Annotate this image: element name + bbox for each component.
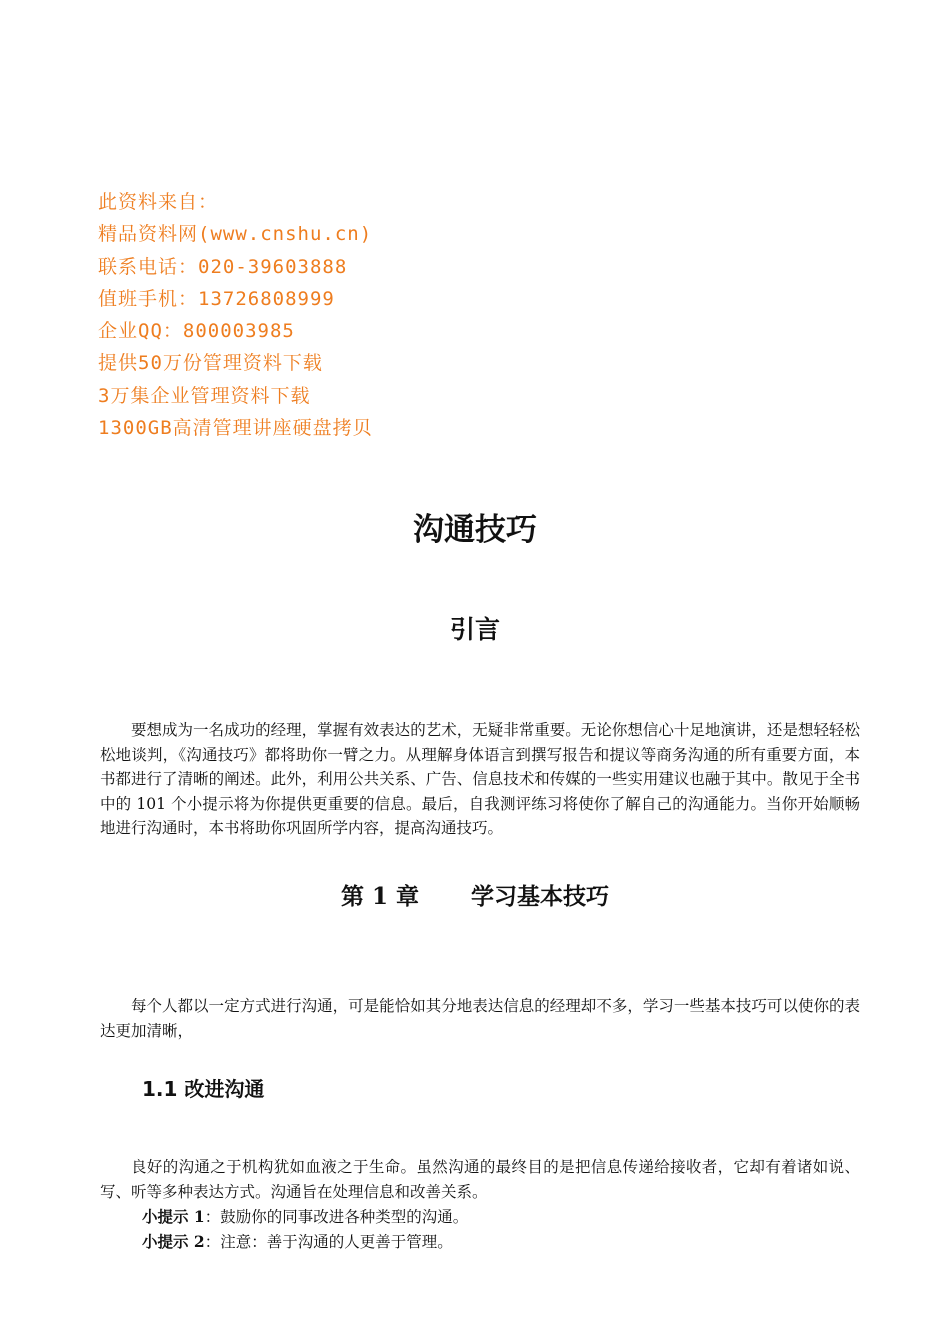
document-title: 沟通技巧 <box>413 512 537 548</box>
section-heading: 1.1 改进沟通 <box>142 1077 265 1101</box>
section-paragraph: 良好的沟通之于机构犹如血液之于生命。虽然沟通的最终目的是把信息传递给接收者，它却有着诸如说、写、听等多种表达方式。沟通旨在处理信息和改善关系。 <box>100 1158 860 1201</box>
source-promo-block <box>98 186 598 444</box>
promo-line-offer-1: 提供50万份管理资料下载 <box>98 352 323 375</box>
promo-line-mobile: 值班手机：13726808999 <box>98 287 335 310</box>
promo-line-qq: 企业QQ：800003985 <box>98 320 295 343</box>
tip-text: ：鼓励你的同事改进各种类型的沟通。 <box>204 1208 469 1226</box>
tip-label: 小提示 2 <box>142 1232 205 1251</box>
promo-line-source: 此资料来自： <box>98 191 219 213</box>
tip-item <box>142 1205 860 1230</box>
chapter-number: 第 1 章 <box>340 883 420 910</box>
intro-paragraph: 要想成为一名成功的经理，掌握有效表达的艺术，无疑非常重要。无论你想信心十足地演讲，还是想轻轻松松地谈判，《沟通技巧》都将助你一臂之力。从理解身体语言到撰写报告和提议等商务沟通的所有重要方面，本书都进行了清晰的阐述。此外，利用公共关系、广告、信息技术和传媒的一些实用建议也融于其中。散见于全书中的 101 个小提示将为你提供更重要的信息。最后，自我测评练习将使你了解自己的沟通能力。当你开始顺畅地进行沟通时，本书将助你巩固所学内容，提高沟通技巧。 <box>100 721 860 837</box>
promo-line-website: 精品资料网(www.cnshu.cn) <box>98 223 373 246</box>
tip-item <box>142 1230 860 1255</box>
chapter-heading <box>0 880 950 914</box>
promo-line-offer-3: 1300GB高清管理讲座硬盘拷贝 <box>98 417 373 440</box>
promo-line-phone: 联系电话：020-39603888 <box>98 255 348 278</box>
promo-line-offer-2: 3万集企业管理资料下载 <box>98 384 311 407</box>
chapter-paragraph: 每个人都以一定方式进行沟通，可是能恰如其分地表达信息的经理却不多，学习一些基本技巧可以使你的表达更加清晰， <box>100 997 860 1040</box>
intro-heading: 引言 <box>449 615 500 644</box>
tip-text: ：注意：善于沟通的人更善于管理。 <box>204 1233 453 1251</box>
tip-label: 小提示 1 <box>142 1207 205 1226</box>
chapter-title: 学习基本技巧 <box>471 883 610 910</box>
